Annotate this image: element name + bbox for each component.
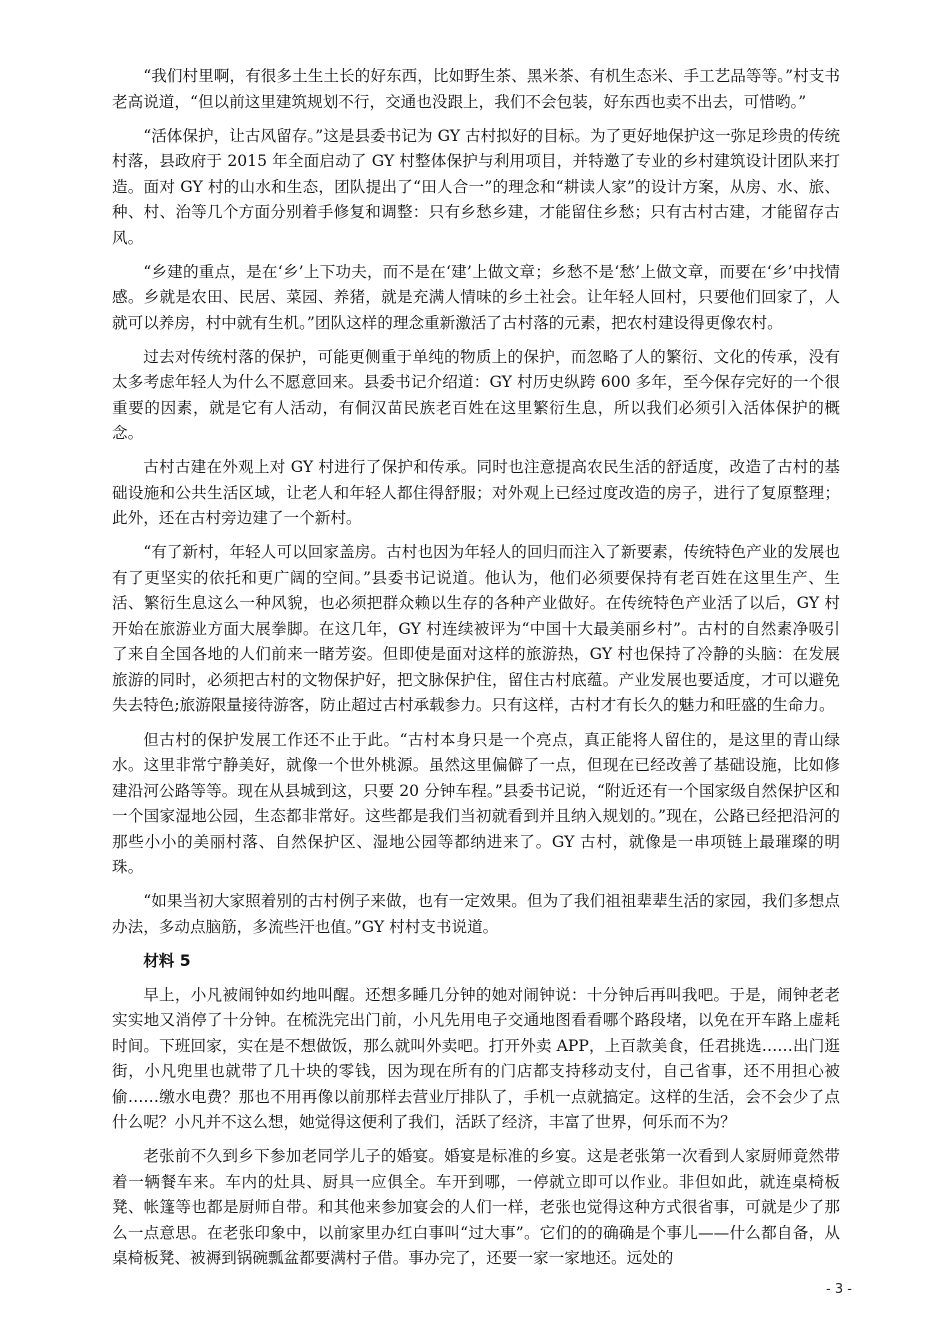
section-heading: 材料 5 bbox=[143, 951, 191, 970]
paragraph: 古村古建在外观上对 GY 村进行了保护和传承。同时也注意提高农民生活的舒适度，改造了古村的基础设施和公共生活区域，让老人和年轻人都住得舒服；对外观上已经过度改造的房子，进行了复原整理；此外，还在古村旁边建了一个新村。 bbox=[112, 458, 840, 528]
paragraph: “我们村里啊，有很多土生土长的好东西，比如野生茶、黑米茶、有机生态米、手工艺品等等。”村支书老高说道，“但以前这里建筑规划不行，交通也没跟上，我们不会包装，好东西也卖不出去，可惜哟。” bbox=[112, 67, 840, 111]
paragraph: “有了新村，年轻人可以回家盖房。古村也因为年轻人的回归而注入了新要素，传统特色产业的发展也有了更坚实的依托和更广阔的空间。”县委书记说道。他认为，他们必须要保持有老百姓在这里生产、生活、繁衍生息这么一种风貌，也必须把群众赖以生存的各种产业做好。在传统特色产业活了以后，GY 村开始在旅游业方面大展拳脚。在这几年，GY 村连续被评为“中国十大最美丽乡村”。古村的自然素净吸引了来自全国各地的人们前来一睹芳姿。但即使是面对这样的旅游热，GY 村也保持了冷静的头脑：在发展旅游的同时，必须把古村的文物保护好，把文脉保护住，留住古村底蕴。产业发展也要适度，才可以避免失去特色;旅游限量接待游客，防止超过古村承载参力。只有这样，古村才有长久的魅力和旺盛的生命力。 bbox=[112, 543, 840, 715]
document-body bbox=[112, 64, 840, 1281]
paragraph: 过去对传统村落的保护，可能更侧重于单纯的物质上的保护，而忽略了人的繁衍、文化的传承，没有太多考虑年轻人为什么不愿意回来。县委书记介绍道：GY 村历史纵跨 600 多年，至今保存完好的一个很重要的因素，就是它有人活动，有侗汉苗民族老百姓在这里繁衍生息，所以我们必须引入活体保护的概念。 bbox=[112, 347, 840, 443]
paragraph: 但古村的保护发展工作还不止于此。“古村本身只是一个亮点，真正能将人留住的，是这里的青山绿水。这里非常宁静美好，就像一个世外桃源。虽然这里偏僻了一点，但现在已经改善了基础设施，比如修建沿河公路等等。现在从县城到这，只要 20 分钟车程。”县委书记说，“附近还有一个国家级自然保护区和一个国家湿地公园，生态都非常好。这些都是我们当初就看到并且纳入规划的。”现在，公路已经把沿河的那些小小的美丽村落、自然保护区、湿地公园等都纳进来了。GY 古村，就像是一串项链上最璀璨的明珠。 bbox=[112, 730, 840, 877]
paragraph: “活体保护，让古风留存。”这是县委书记为 GY 古村拟好的目标。为了更好地保护这一弥足珍贵的传统村落，县政府于 2015 年全面启动了 GY 村整体保护与利用项目，并特邀了专业的乡村建筑设计团队来打造。面对 GY 村的山水和生态，团队提出了“田人合一”的理念和“耕读人家”的设计方案，从房、水、旅、种、村、治等几个方面分别着手修复和调整：只有乡愁乡建，才能留住乡愁；只有古村古建，才能留存古风。 bbox=[112, 126, 840, 247]
page-number: - 3 - bbox=[826, 1282, 852, 1297]
paragraph: 老张前不久到乡下参加老同学儿子的婚宴。婚宴是标准的乡宴。这是老张第一次看到人家厨师竟然带着一辆餐车来。车内的灶具、厨具一应俱全。车开到哪，一停就立即可以作业。非但如此，就连桌椅板凳、帐篷等也都是厨师自带。和其他来参加宴会的人们一样，老张也觉得这种方式很省事，可就是少了那么一点意思。在老张印象中，以前家里办红白事叫“过大事”。它们的的确确是个事儿——什么都自备，从桌椅板凳、被褥到锅碗瓢盆都要满村子借。事办完了，还要一家一家地还。远处的 bbox=[112, 1147, 840, 1268]
paragraph: “如果当初大家照着别的古村例子来做，也有一定效果。但为了我们祖祖辈辈生活的家园，我们多想点办法，多动点脑筋，多流些汗也值。”GY 村村支书说道。 bbox=[112, 892, 840, 936]
paragraph: “乡建的重点，是在‘乡’上下功夫，而不是在‘建’上做文章；乡愁不是‘愁’上做文章，而要在‘乡’中找情感。乡就是农田、民居、菜园、养猪，就是充满人情味的乡土社会。让年轻人回村，只要他们回家了，人就可以养房，村中就有生机。”团队这样的理念重新激活了古村落的元素，把农村建设得更像农村。 bbox=[112, 262, 840, 332]
paragraph: 早上，小凡被闹钟如约地叫醒。还想多睡几分钟的她对闹钟说：十分钟后再叫我吧。于是，闹钟老老实实地又消停了十分钟。在梳洗完出门前，小凡先用电子交通地图看看哪个路段堵，以免在开车路上虚耗时间。下班回家，实在是不想做饭，那么就叫外卖吧。打开外卖 APP，上百款美食，任君挑选……出门逛街，小凡兜里也就带了几十块的零钱，因为现在所有的门店都支持移动支付，自己省事，还不用担心被偷……缴水电费？那也不用再像以前那样去营业厅排队了，手机一点就搞定。这样的生活，会不会少了点什么呢？小凡并不这么想，她觉得这便利了我们，活跃了经济，丰富了世界，何乐而不为？ bbox=[112, 985, 840, 1132]
